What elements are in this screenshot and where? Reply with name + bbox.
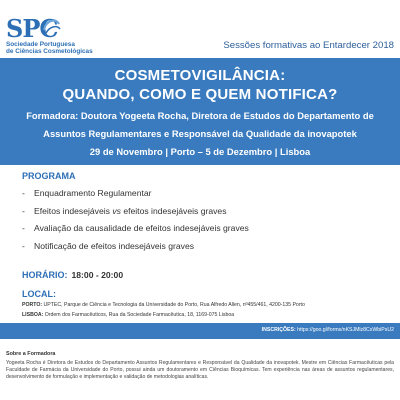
list-dash: - — [22, 240, 25, 251]
about-text: Yogeeta Rocha é Diretora de Estudos do Departamento Assuntos Regulamentares e Responsável da Qualidade da inovapotek. Mestre em Ciências Farmacêuticas pela Faculdade de Farmácia da Universidade do Porto, possui ainda um doutoramento em Ciências Bioquímicas. Tem experiência nas áreas de assuntos regulamentares, desenvolvimento de formulação e implementação e validação de metodologias analíticas. — [6, 360, 394, 380]
location-porto — [22, 302, 305, 308]
list-dash: - — [22, 223, 25, 233]
program-heading: PROGRAMA — [22, 171, 76, 181]
list-dash: - — [22, 205, 25, 216]
program-item — [22, 188, 382, 206]
program-list — [22, 188, 382, 258]
program-item-text-part: efeitos indesejáveis graves — [120, 205, 227, 216]
schedule — [22, 270, 123, 280]
program-item-text — [34, 206, 227, 216]
registration-label: INSCRIÇÕES: — [261, 327, 296, 333]
title-banner — [0, 58, 400, 165]
banner-title-line1: COSMETOVIGILÂNCIA: — [114, 67, 286, 84]
location-lisboa — [22, 312, 234, 318]
registration-bar — [0, 323, 400, 339]
program-item — [22, 223, 382, 241]
program-item-text — [34, 241, 194, 251]
program-item-text-part: Enquadramento Regulamentar — [34, 188, 152, 198]
location-lisboa-label: LISBOA: — [22, 312, 44, 318]
schedule-value: 18:00 - 20:00 — [71, 270, 124, 280]
trainer-line1: Formadora: Doutora Yogeeta Rocha, Diretora de Estudos do Departamento de — [26, 110, 374, 121]
program-item-text-part: Notificação de efeitos indesejáveis graves — [34, 240, 195, 251]
location-lisboa-text: Ordem dos Farmacêuticos, Rua da Sociedade Farmacêutica, 18, 1169-075 Lisboa — [43, 312, 235, 318]
registration-text — [262, 327, 394, 333]
header — [0, 0, 400, 58]
trainer-line2: Assuntos Regulamentares e Responsável da Qualidade da inovapotek — [43, 128, 357, 139]
program-item — [22, 241, 382, 259]
location-porto-text: UPTEC, Parque de Ciência e Tecnologia da Universidade do Porto, Rua Alfredo Allen, nº455/461, 4200-135 Porto — [42, 302, 305, 308]
session-dates: 29 de Novembro | Porto – 5 de Dezembro | Lisboa — [89, 146, 311, 157]
program-item — [22, 206, 382, 224]
location-heading: LOCAL: — [22, 289, 56, 299]
list-dash: - — [22, 188, 25, 198]
location-porto-label: PORTO: — [22, 302, 43, 308]
program-item-italic: vs — [112, 205, 121, 216]
program-item-text-part: Avaliação da causalidade de efeitos indesejáveis graves — [34, 223, 249, 233]
session-title: Sessões formativas ao Entardecer 2018 — [223, 40, 394, 51]
program-item-text — [34, 188, 152, 198]
logo-text-line1: Sociedade Portuguesa — [6, 41, 75, 48]
logo-swirl-icon — [40, 16, 62, 38]
banner-title-line2: QUANDO, COMO E QUEM NOTIFICA? — [62, 86, 338, 103]
program-item-text-part: Efeitos indesejáveis — [34, 205, 113, 216]
spc-logo — [6, 16, 136, 56]
about-heading: Sobre a Formadora — [6, 351, 56, 357]
registration-link[interactable]: https://goo.gl/forms/nKSJMlz8CxWbiPsU2 — [295, 327, 394, 333]
program-item-text — [34, 223, 249, 233]
logo-text-line2: de Ciências Cosmetológicas — [6, 48, 93, 55]
schedule-label: HORÁRIO: — [22, 270, 68, 280]
logo-mark: SPC — [6, 14, 58, 43]
